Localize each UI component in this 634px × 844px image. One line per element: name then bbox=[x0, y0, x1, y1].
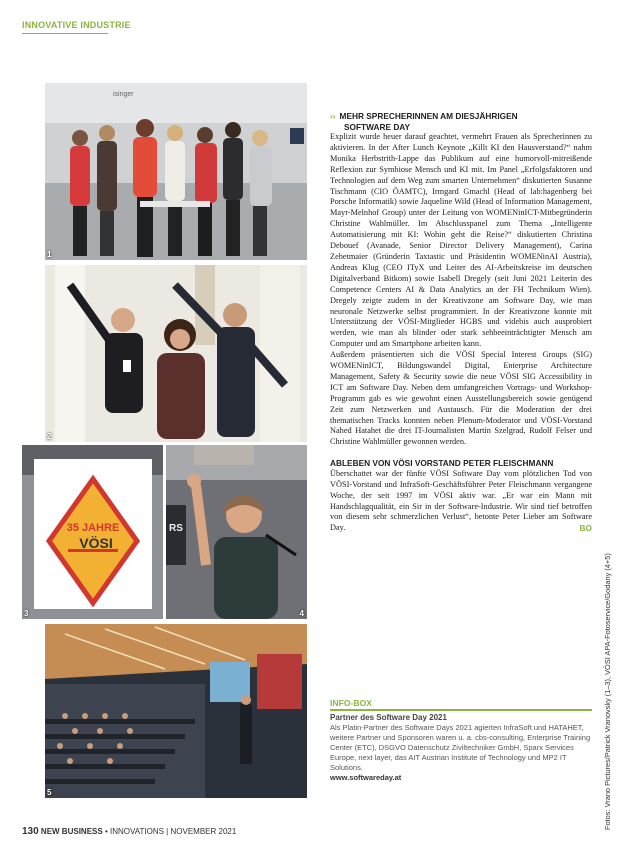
footer-issue: NOVEMBER 2021 bbox=[170, 827, 237, 836]
photo-3-sign-line2: VÖSI bbox=[79, 535, 113, 551]
magazine-name: NEW BUSINESS bbox=[40, 827, 103, 836]
photo-3-number: 3 bbox=[24, 609, 29, 618]
article-heading bbox=[330, 111, 592, 132]
article-subheading: ABLEBEN VON VÖSI VORSTAND PETER FLEISCHMANN bbox=[330, 458, 554, 469]
photo-3-anniversary-banner bbox=[22, 445, 163, 619]
photo-3-illustration bbox=[22, 445, 163, 619]
info-box-label: INFO-BOX bbox=[330, 698, 373, 708]
photo-2-three-people-cheering bbox=[45, 265, 307, 442]
photo-1-sign-text: isinger bbox=[113, 91, 134, 98]
article-column bbox=[330, 111, 592, 534]
section-underline bbox=[22, 33, 108, 34]
info-box-body: Als Platin-Partner des Software Days 2021 agierten InfraSoft und HATAHET, weitere Partner und Sponsoren waren u. a. cbs-consulting, Enterprise Training Center (ETC), DSGVO Datenschutz Ziviltechniker GmbH, Sparx Services Europe, next layer, das AIT Austrian Institute of Technology und MP2 IT Solutions. bbox=[330, 723, 591, 772]
footer-separator: • bbox=[104, 827, 108, 836]
article-paragraph-2: Außerdem präsentierten sich die VÖSI Special Interest Groups (SIG) WOMENinICT, Bildungswandel Digital, Enterprise Architecture Management, Safety & Security sowie die neue VÖSI SIG Accessibility in ICT am Software Day. Neben dem umfangreichen Vortrags- und Workshop-Programm gab es wie gewohnt einen Ausstellungsbereich sowie genügend Zeit zum Netzwerken und Austausch. Für die Moderation der drei thematischen Tracks konnten neben Plenum-Moderator und VÖSI-Vorstand Nahed Hatahet die drei IT-Journalisten Martin Szelgrad, Rudolf Felser und Christine Wahlmüller gewonnen werden. bbox=[330, 350, 592, 447]
footer-section: INNOVATIONS bbox=[110, 827, 164, 836]
chevron-right-icon: ›› bbox=[330, 111, 336, 121]
author-initials: BO bbox=[579, 523, 592, 534]
photo-credits: Fotos: Vrano Pictures/Patrick Vranovsky (1–3), VÖSI APA-Fotoservice/Godany (4+5) bbox=[603, 553, 612, 830]
article-heading-line1: MEHR SPRECHERINNEN AM DIESJÄHRIGEN bbox=[339, 111, 518, 121]
photo-1-illustration bbox=[45, 83, 307, 260]
photo-1-group-of-speakers bbox=[45, 83, 307, 260]
article-heading-line2: SOFTWARE DAY bbox=[344, 121, 411, 132]
photo-4-speaker-at-microphone bbox=[166, 445, 307, 619]
photo-5-illustration bbox=[45, 624, 307, 798]
photo-2-illustration bbox=[45, 265, 307, 442]
photo-4-number: 4 bbox=[299, 609, 304, 618]
page-footer bbox=[22, 826, 236, 837]
section-tag: INNOVATIVE INDUSTRIE bbox=[22, 20, 131, 30]
photo-4-sign-text: RS bbox=[169, 523, 183, 534]
photo-1-number: 1 bbox=[47, 250, 52, 259]
photo-5-number: 5 bbox=[47, 788, 52, 797]
page-number: 130 bbox=[22, 826, 39, 837]
photo-3-sign-line1: 35 JAHRE bbox=[66, 522, 120, 534]
article-paragraph-3-text: Überschattet war der fünfte VÖSI Software Day vom plötzlichen Tod von VÖSI-Vorstand und InfraSoft-Geschäftsführer Peter Fleischmann vergangene Woche, der seit 1997 im VÖSI aktiv war. „Er war ein Mann mit Handschlagqualität, ein Sir in der Software-Industrie. Wir sind tief betroffen von diesem sehr schmerzlichen Verlust“, betonte Peter Lieber am Software Day. bbox=[330, 468, 592, 533]
info-box bbox=[330, 698, 592, 783]
footer-divider: | bbox=[166, 827, 169, 836]
photo-2-number: 2 bbox=[47, 432, 52, 441]
info-box-title: Partner des Software Day 2021 bbox=[330, 713, 447, 722]
info-box-url: www.softwareday.at bbox=[330, 773, 402, 782]
photo-4-illustration bbox=[166, 445, 307, 619]
photo-5-conference-hall bbox=[45, 624, 307, 798]
article-paragraph-1: Explizit wurde heuer darauf geachtet, vermehrt Frauen als Sprecherinnen zu aktivieren. In der After Lunch Keynote „Killt KI den Hausverstand?“ nahm Monika Herbstrith-Lappe das Publikum auf eine humorvoll-mitreißende Reflexion zur Symbiose Mensch und KI mit. Im Panel „Erfolgsfaktoren und Technologien auf dem Weg zum smarten Unternehmen“ diskutierten Susanne Tischmann (CIO ÖAMTC), Irmgard Gmachl (Head of lab:hagenberg bei Porsche Informatik) sowie Jaqueline Wild (Head of Information Management, Mayr-Melnhof Group) unter der Leitung von WOMENinICT-Mitbegründerin Christine Wahlmüller. Im Abschlusspanel zum Thema „Intelligente Automatisierung mit KI: Wohin geht die Reise?“ diskutierten Christina Debouef (Avanade, Senior Director Delivery Management), Carina Zehetmaier (Gründerin Taxtastic und Präsidentin WOMENinAI Austria), Andreas Klug (CEO ITyX und Leiter des AI-Arbeitskreise im deutschen Digitalverband Bitkom) sowie Isabell Dregely (seit Juni 2021 Leiterin des Competence Centers AI & Data Analytics an der FH Technikum Wien). Dregely zeigte zudem in der Kreativzone am Software Day, wie man neuronale Netzwerke selbst programmiert. In der Kreativzone konnte mit Unterstützung der VÖSI-Mitglieder HGBS und videbis auch ausprobiert werden, wie man als blinder oder stark sehbeeinträchtigter Mensch am Computer und am Smartphone arbeiten kann. bbox=[330, 132, 592, 349]
article-paragraph-3 bbox=[330, 469, 592, 534]
info-box-rule bbox=[330, 709, 592, 711]
